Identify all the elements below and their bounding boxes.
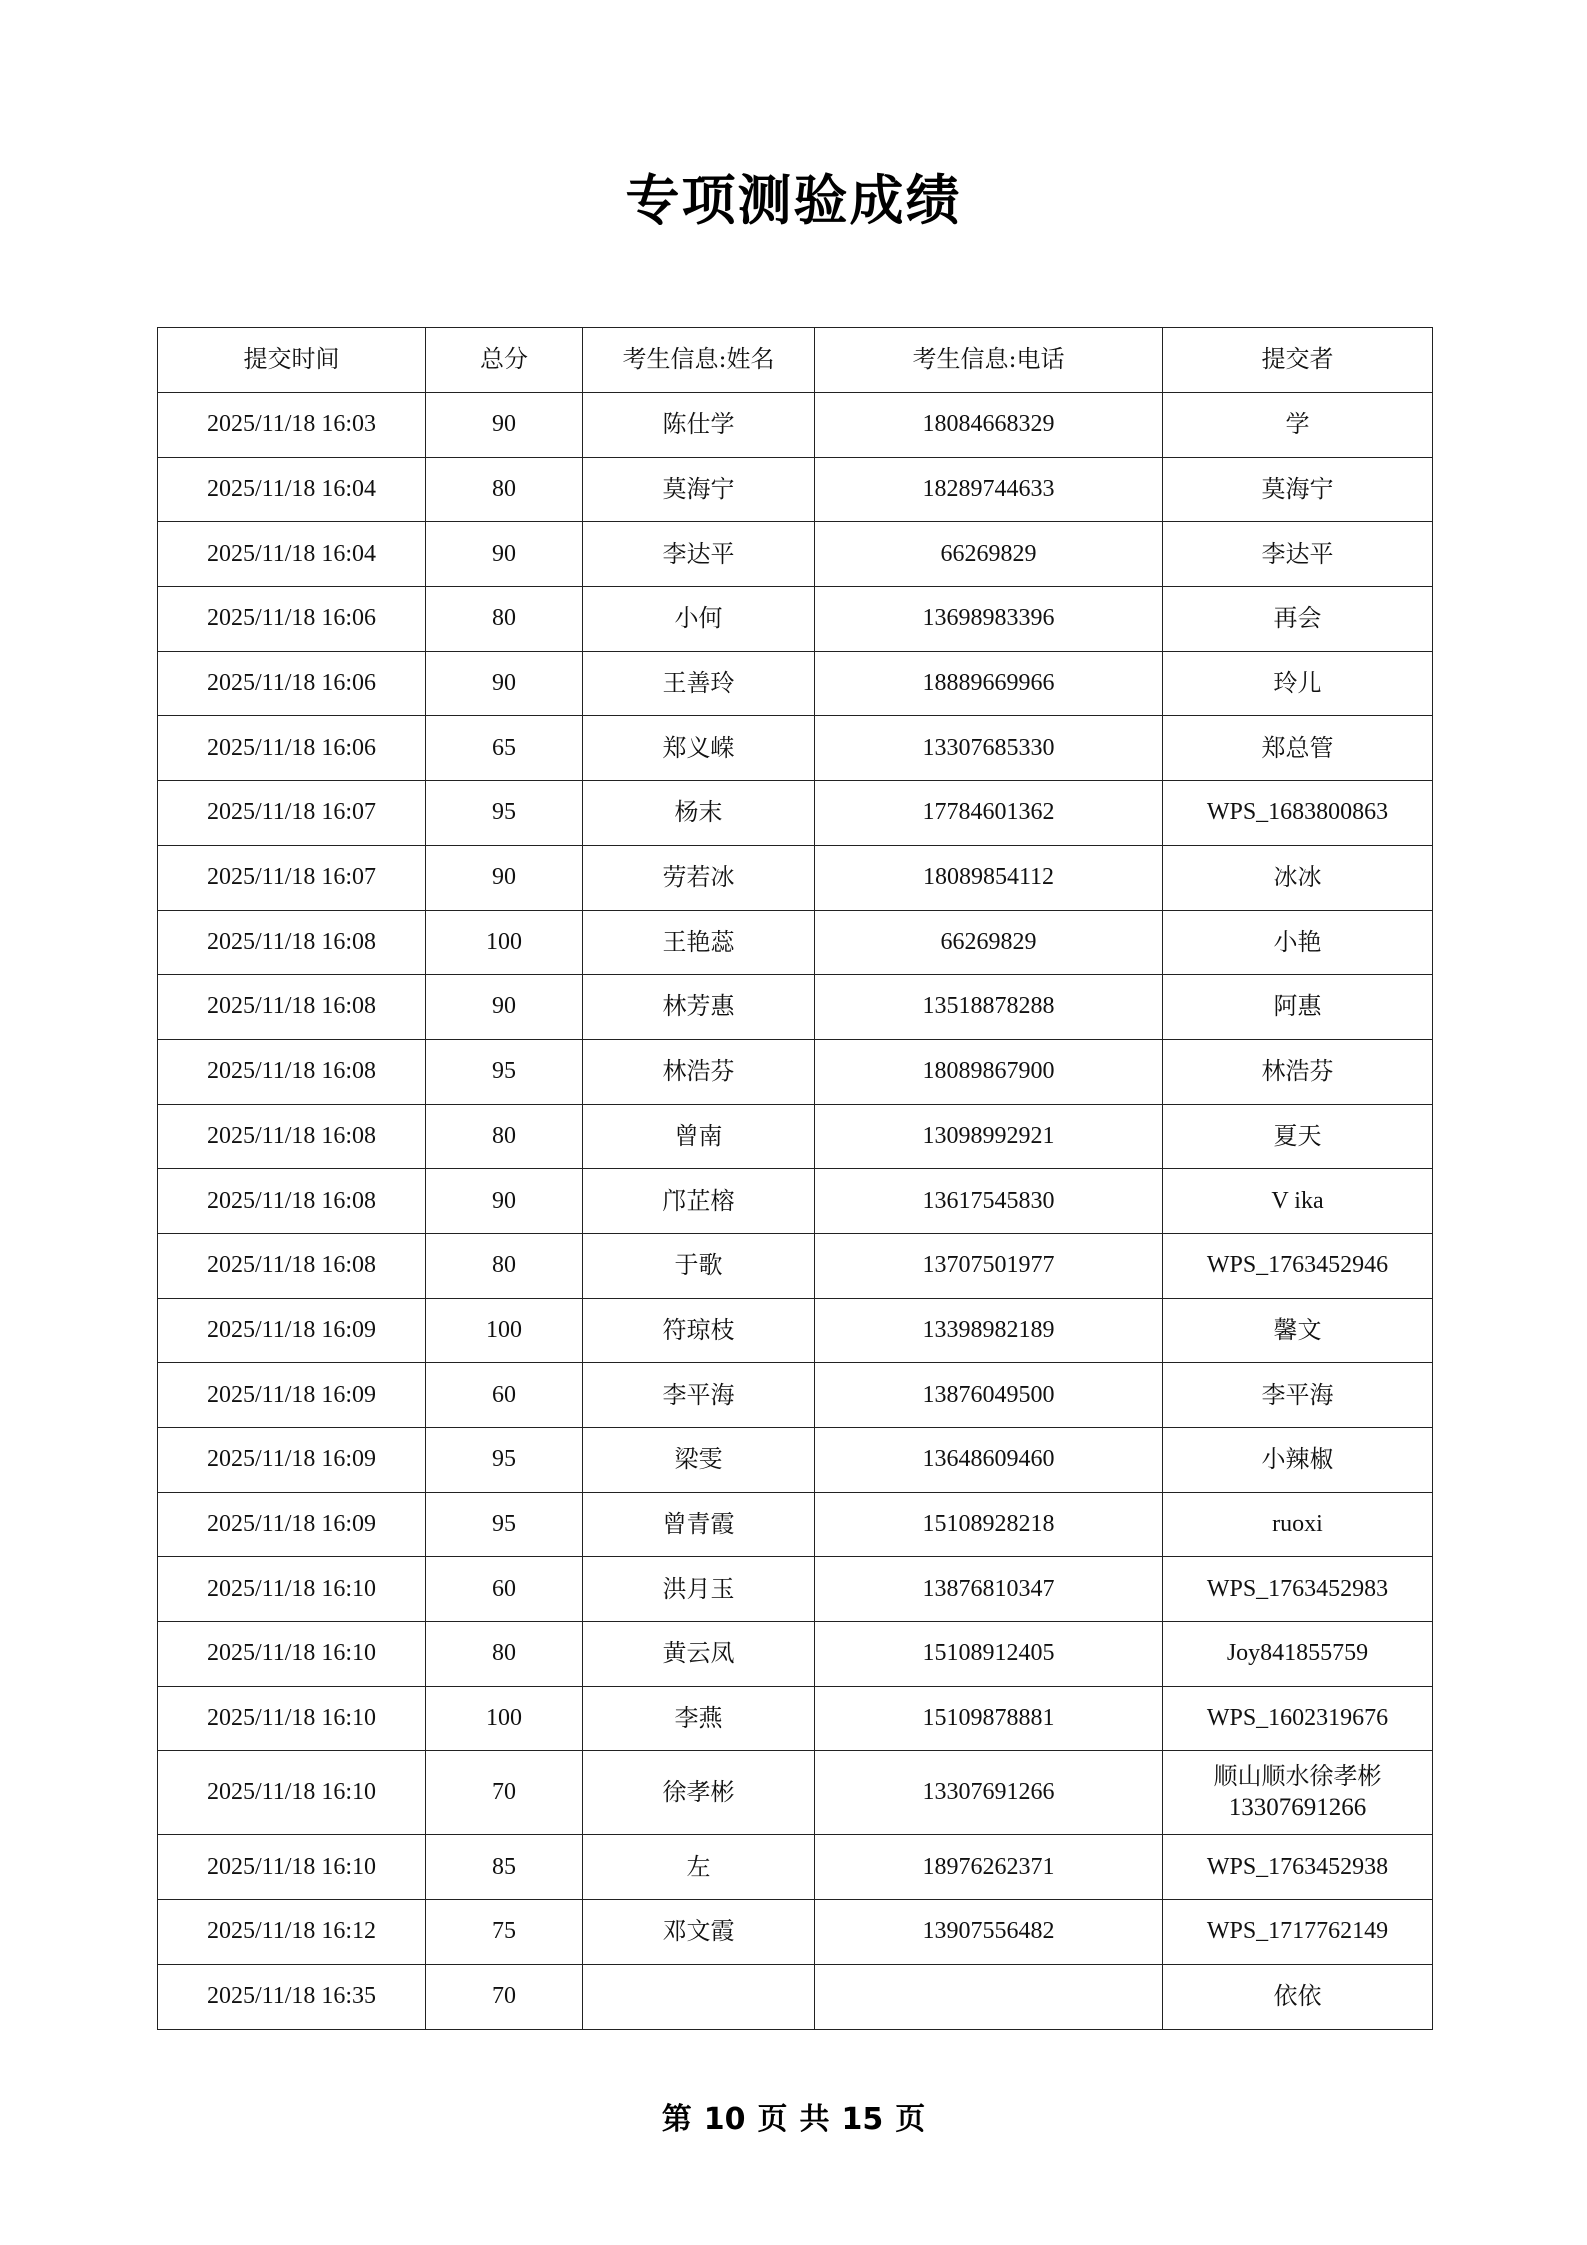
cell-submitter: 莫海宁: [1163, 457, 1433, 522]
cell-student-name: 莫海宁: [583, 457, 815, 522]
table-row: [158, 716, 1433, 781]
cell-submitter: 李达平: [1163, 522, 1433, 587]
cell-student-phone: 18084668329: [815, 393, 1163, 458]
cell-total-score: 70: [426, 1964, 583, 2029]
cell-student-phone: 18089854112: [815, 845, 1163, 910]
cell-student-name: 李平海: [583, 1363, 815, 1428]
table-row: [158, 1428, 1433, 1493]
cell-student-phone: 15108928218: [815, 1492, 1163, 1557]
cell-submit-time: 2025/11/18 16:10: [158, 1751, 426, 1835]
page-footer: [0, 2094, 1587, 2138]
cell-student-name: 杨末: [583, 781, 815, 846]
page-title: 专项测验成绩: [625, 169, 962, 232]
cell-submitter: 阿惠: [1163, 975, 1433, 1040]
cell-submit-time: 2025/11/18 16:08: [158, 1233, 426, 1298]
cell-submitter: WPS_1717762149: [1163, 1900, 1433, 1965]
footer-prefix: 第: [661, 2102, 692, 2137]
cell-total-score: 100: [426, 910, 583, 975]
footer-page-word: 页: [757, 2102, 788, 2137]
cell-student-phone: 13617545830: [815, 1169, 1163, 1234]
cell-student-phone: 13698983396: [815, 587, 1163, 652]
cell-submitter: 夏天: [1163, 1104, 1433, 1169]
cell-student-name: 邓文霞: [583, 1900, 815, 1965]
cell-student-phone: 18289744633: [815, 457, 1163, 522]
cell-student-phone: 18889669966: [815, 651, 1163, 716]
footer-total-pages: 15: [841, 2102, 884, 2137]
cell-submit-time: 2025/11/18 16:09: [158, 1298, 426, 1363]
cell-student-phone: [815, 1964, 1163, 2029]
cell-total-score: 60: [426, 1363, 583, 1428]
cell-submit-time: 2025/11/18 16:08: [158, 1039, 426, 1104]
cell-total-score: 95: [426, 781, 583, 846]
table-row: [158, 845, 1433, 910]
cell-submit-time: 2025/11/18 16:06: [158, 651, 426, 716]
cell-submit-time: 2025/11/18 16:07: [158, 845, 426, 910]
header-total-score: 总分: [426, 328, 583, 393]
cell-total-score: 95: [426, 1428, 583, 1493]
cell-submitter: WPS_1763452946: [1163, 1233, 1433, 1298]
table-row: [158, 781, 1433, 846]
cell-submit-time: 2025/11/18 16:09: [158, 1428, 426, 1493]
cell-submitter: 小辣椒: [1163, 1428, 1433, 1493]
table-row: [158, 910, 1433, 975]
cell-submit-time: 2025/11/18 16:35: [158, 1964, 426, 2029]
cell-total-score: 80: [426, 1622, 583, 1687]
header-submitter: 提交者: [1163, 328, 1433, 393]
cell-submitter: WPS_1683800863: [1163, 781, 1433, 846]
cell-submit-time: 2025/11/18 16:08: [158, 975, 426, 1040]
cell-total-score: 90: [426, 651, 583, 716]
cell-submitter: 小艳: [1163, 910, 1433, 975]
cell-submit-time: 2025/11/18 16:10: [158, 1622, 426, 1687]
cell-submit-time: 2025/11/18 16:06: [158, 587, 426, 652]
cell-submitter: 再会: [1163, 587, 1433, 652]
footer-current-page: 10: [703, 2102, 746, 2137]
table-row: [158, 975, 1433, 1040]
table-row: [158, 1900, 1433, 1965]
cell-student-name: 林芳惠: [583, 975, 815, 1040]
cell-submitter: 郑总管: [1163, 716, 1433, 781]
cell-submitter: ruoxi: [1163, 1492, 1433, 1557]
cell-student-phone: 13098992921: [815, 1104, 1163, 1169]
cell-student-name: 林浩芬: [583, 1039, 815, 1104]
table-header-row: [158, 328, 1433, 393]
table-row: [158, 587, 1433, 652]
submitter-line-1: 顺山顺水徐孝彬: [1213, 1762, 1382, 1791]
cell-student-name: 陈仕学: [583, 393, 815, 458]
cell-total-score: 70: [426, 1751, 583, 1835]
cell-student-name: 王艳蕊: [583, 910, 815, 975]
cell-student-name: [583, 1964, 815, 2029]
cell-student-phone: 13398982189: [815, 1298, 1163, 1363]
cell-student-phone: 66269829: [815, 910, 1163, 975]
cell-total-score: 90: [426, 975, 583, 1040]
cell-student-phone: 13307685330: [815, 716, 1163, 781]
cell-student-name: 李达平: [583, 522, 815, 587]
cell-submit-time: 2025/11/18 16:09: [158, 1492, 426, 1557]
cell-total-score: 80: [426, 587, 583, 652]
cell-student-name: 小何: [583, 587, 815, 652]
cell-student-name: 洪月玉: [583, 1557, 815, 1622]
cell-student-phone: 18976262371: [815, 1835, 1163, 1900]
cell-submitter: 玲儿: [1163, 651, 1433, 716]
cell-student-name: 李燕: [583, 1686, 815, 1751]
table-row: [158, 1835, 1433, 1900]
cell-student-phone: 13876810347: [815, 1557, 1163, 1622]
cell-student-phone: 13907556482: [815, 1900, 1163, 1965]
cell-submitter: 林浩芬: [1163, 1039, 1433, 1104]
cell-submitter: 冰冰: [1163, 845, 1433, 910]
cell-submit-time: 2025/11/18 16:08: [158, 1169, 426, 1234]
cell-total-score: 90: [426, 845, 583, 910]
table-row: [158, 1363, 1433, 1428]
cell-student-name: 于歌: [583, 1233, 815, 1298]
table-row: [158, 1492, 1433, 1557]
table-row: [158, 457, 1433, 522]
cell-submit-time: 2025/11/18 16:04: [158, 457, 426, 522]
cell-submit-time: 2025/11/18 16:10: [158, 1557, 426, 1622]
cell-submit-time: 2025/11/18 16:08: [158, 1104, 426, 1169]
cell-submit-time: 2025/11/18 16:09: [158, 1363, 426, 1428]
footer-suffix: 页: [895, 2102, 926, 2137]
cell-total-score: 95: [426, 1492, 583, 1557]
cell-student-name: 曾青霞: [583, 1492, 815, 1557]
table-row: [158, 1751, 1433, 1835]
cell-total-score: 100: [426, 1686, 583, 1751]
cell-submitter: [1163, 1751, 1433, 1835]
cell-student-phone: 17784601362: [815, 781, 1163, 846]
footer-total-word: 共: [799, 2102, 830, 2137]
cell-student-phone: 13707501977: [815, 1233, 1163, 1298]
cell-total-score: 80: [426, 1233, 583, 1298]
cell-total-score: 90: [426, 522, 583, 587]
cell-student-phone: 66269829: [815, 522, 1163, 587]
cell-student-name: 邝芷榕: [583, 1169, 815, 1234]
cell-student-name: 王善玲: [583, 651, 815, 716]
cell-student-phone: 13648609460: [815, 1428, 1163, 1493]
cell-student-phone: 13307691266: [815, 1751, 1163, 1835]
cell-total-score: 100: [426, 1298, 583, 1363]
cell-submit-time: 2025/11/18 16:03: [158, 393, 426, 458]
cell-submitter: 馨文: [1163, 1298, 1433, 1363]
cell-total-score: 90: [426, 393, 583, 458]
cell-submitter: 依依: [1163, 1964, 1433, 2029]
cell-total-score: 80: [426, 1104, 583, 1169]
cell-submit-time: 2025/11/18 16:10: [158, 1835, 426, 1900]
cell-submitter: Joy841855759: [1163, 1622, 1433, 1687]
table-row: [158, 1557, 1433, 1622]
table-row: [158, 1622, 1433, 1687]
cell-submit-time: 2025/11/18 16:10: [158, 1686, 426, 1751]
cell-student-name: 左: [583, 1835, 815, 1900]
cell-student-phone: 13876049500: [815, 1363, 1163, 1428]
scores-table: [157, 327, 1433, 2030]
cell-submit-time: 2025/11/18 16:07: [158, 781, 426, 846]
header-student-name: 考生信息:姓名: [583, 328, 815, 393]
table-row: [158, 1233, 1433, 1298]
cell-student-name: 黄云凤: [583, 1622, 815, 1687]
cell-submit-time: 2025/11/18 16:06: [158, 716, 426, 781]
header-student-phone: 考生信息:电话: [815, 328, 1163, 393]
cell-submitter: 李平海: [1163, 1363, 1433, 1428]
cell-submitter: V ika: [1163, 1169, 1433, 1234]
cell-total-score: 90: [426, 1169, 583, 1234]
cell-submit-time: 2025/11/18 16:12: [158, 1900, 426, 1965]
header-submit-time: 提交时间: [158, 328, 426, 393]
cell-student-name: 符琼枝: [583, 1298, 815, 1363]
table-row: [158, 522, 1433, 587]
cell-submitter: WPS_1602319676: [1163, 1686, 1433, 1751]
cell-total-score: 85: [426, 1835, 583, 1900]
cell-student-phone: 13518878288: [815, 975, 1163, 1040]
cell-submitter: WPS_1763452938: [1163, 1835, 1433, 1900]
submitter-line-2: 13307691266: [1228, 1794, 1367, 1822]
cell-student-name: 郑义嵘: [583, 716, 815, 781]
cell-submitter: WPS_1763452983: [1163, 1557, 1433, 1622]
table-row: [158, 651, 1433, 716]
table-row: [158, 1039, 1433, 1104]
cell-student-phone: 15108912405: [815, 1622, 1163, 1687]
cell-total-score: 95: [426, 1039, 583, 1104]
cell-student-name: 徐孝彬: [583, 1751, 815, 1835]
table-row: [158, 393, 1433, 458]
table-row: [158, 1298, 1433, 1363]
table-row: [158, 1169, 1433, 1234]
cell-submitter: 学: [1163, 393, 1433, 458]
cell-submit-time: 2025/11/18 16:08: [158, 910, 426, 975]
table-row: [158, 1104, 1433, 1169]
cell-total-score: 75: [426, 1900, 583, 1965]
cell-student-name: 劳若冰: [583, 845, 815, 910]
cell-total-score: 80: [426, 457, 583, 522]
table-row: [158, 1964, 1433, 2029]
cell-student-name: 梁雯: [583, 1428, 815, 1493]
cell-student-phone: 15109878881: [815, 1686, 1163, 1751]
table-row: [158, 1686, 1433, 1751]
cell-total-score: 65: [426, 716, 583, 781]
cell-student-phone: 18089867900: [815, 1039, 1163, 1104]
cell-total-score: 60: [426, 1557, 583, 1622]
cell-submit-time: 2025/11/18 16:04: [158, 522, 426, 587]
cell-student-name: 曾南: [583, 1104, 815, 1169]
